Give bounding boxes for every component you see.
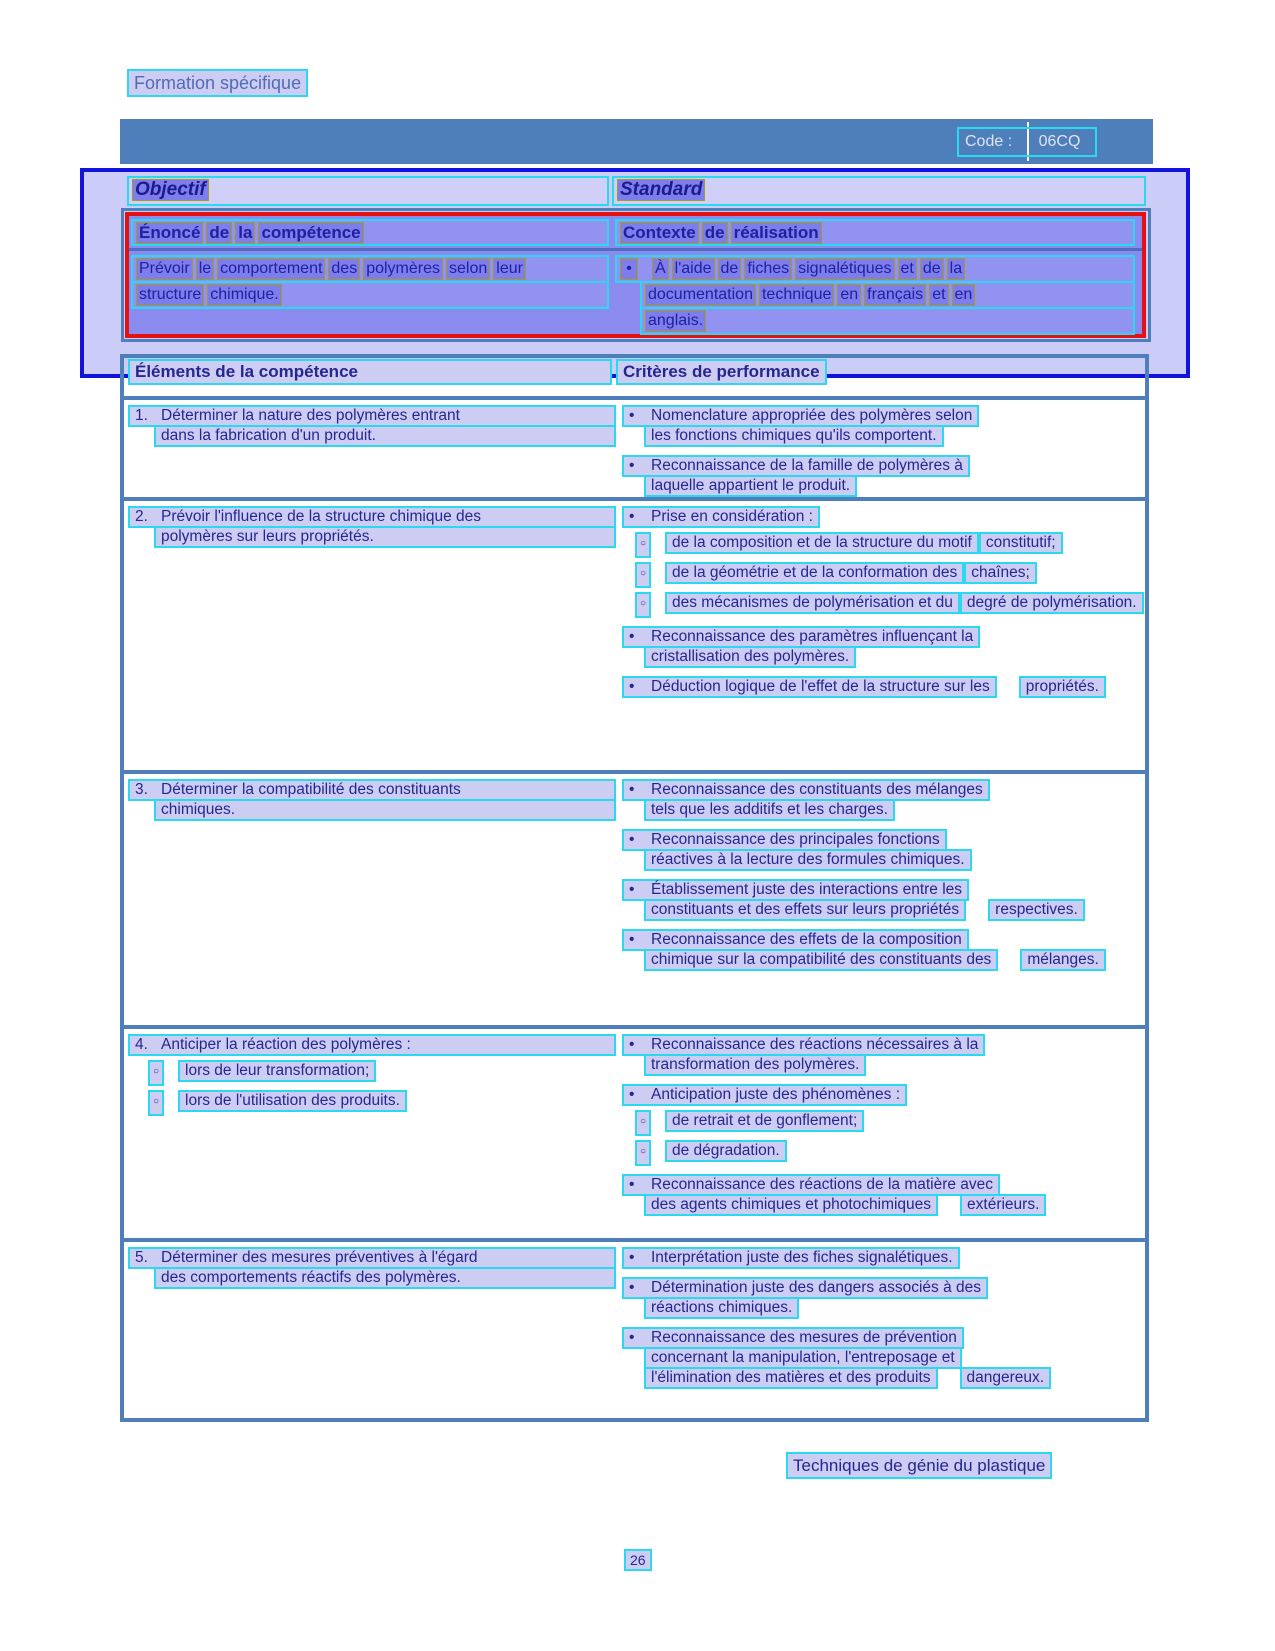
item-number: 4. (135, 1036, 148, 1053)
word-highlight-box: en (952, 284, 976, 306)
sub-item-lines (665, 532, 1063, 554)
item-number: 2. (135, 508, 148, 525)
ocr-line (615, 255, 1135, 283)
ocr-line: 1. Déterminer la nature des polymères entrant (128, 405, 616, 427)
ocr-line: lors de leur transformation; (178, 1060, 376, 1082)
word-highlight-box: Énoncé (136, 222, 203, 244)
table-row (124, 501, 1145, 770)
enonce-annotation-box (125, 212, 1146, 338)
word-highlight-box: anglais. (645, 310, 706, 332)
circle-marker: ○ (148, 1060, 164, 1086)
item-number: 3. (135, 781, 148, 798)
sub-item-lines (665, 592, 1144, 614)
ocr-line: 4. Anticiper la réaction des polymères : (128, 1034, 616, 1056)
ocr-line (640, 281, 1135, 309)
criterion-item (615, 506, 1145, 528)
criterion-sub-item (615, 1140, 1145, 1166)
competence-table (120, 354, 1149, 1422)
word-highlight-box: le (196, 258, 214, 280)
word-highlight-box: et (898, 258, 917, 280)
word-highlight-box: en (837, 284, 861, 306)
element-cell (128, 779, 616, 821)
ocr-line: • Reconnaissance de la famille de polymères à (622, 455, 970, 477)
word-highlight-box: Prévoir (136, 258, 193, 280)
bullet-marker: • (629, 1249, 635, 1266)
enonce-context (615, 255, 1135, 335)
bullet-marker: • (629, 628, 635, 645)
criterion-item (615, 676, 1145, 698)
sub-item-lines (665, 1110, 864, 1132)
ocr-line: 3. Déterminer la compatibilité des constituants (128, 779, 616, 801)
word-highlight-box: la (235, 222, 255, 244)
ocr-line: • Prise en considération : (622, 506, 820, 528)
word-highlight-box: compétence (258, 222, 363, 244)
criterion-item (615, 405, 1145, 447)
ocr-line: 2. Prévoir l'influence de la structure chimique des (128, 506, 616, 528)
criteria-cell (615, 779, 1145, 971)
word-highlight-box: de (702, 222, 728, 244)
ocr-line: dangereux. (960, 1367, 1052, 1389)
bullet-marker: • (629, 1329, 635, 1346)
bullet-marker: • (629, 1279, 635, 1296)
bullet-marker: • (629, 407, 635, 424)
word-highlight-box: signalétiques (795, 258, 894, 280)
circle-marker: ○ (635, 1110, 651, 1136)
ocr-line: • Déduction logique de l'effet de la structure sur les (622, 676, 997, 698)
code-label: Code : (965, 133, 1013, 150)
objectif-heading (127, 176, 609, 206)
word-highlight-box: l'aide (672, 258, 715, 280)
ocr-line: propriétés. (1019, 676, 1106, 698)
ocr-line: cristallisation des polymères. (644, 646, 856, 668)
table-row (124, 1029, 1145, 1238)
criteria-cell (615, 405, 1145, 497)
ocr-line: 5. Déterminer des mesures préventives à l'égard (128, 1247, 616, 1269)
word-highlight-box: réalisation (731, 222, 822, 244)
ocr-line: dans la fabrication d'un produit. (154, 425, 616, 447)
criterion-item (615, 929, 1145, 971)
circle-marker: ○ (635, 592, 651, 618)
word-highlight-box: technique (759, 284, 834, 306)
ocr-line: tels que les additifs et les charges. (644, 799, 895, 821)
ocr-line: • Nomenclature appropriée des polymères selon (622, 405, 979, 427)
criteria-cell (615, 506, 1145, 698)
ocr-line: • Anticipation juste des phénomènes : (622, 1084, 907, 1106)
sub-item-lines (665, 1140, 787, 1162)
ocr-line: transformation des polymères. (644, 1054, 866, 1076)
criterion-sub-item (615, 532, 1145, 558)
standard-heading (612, 176, 1146, 206)
standard-label: Standard (617, 179, 705, 201)
bullet-marker: • (629, 508, 635, 525)
word-highlight-box: de (718, 258, 742, 280)
table-row (124, 1242, 1145, 1418)
bullet-marker: • (620, 258, 638, 280)
criteria-cell (615, 1247, 1145, 1389)
criterion-item (615, 1084, 1145, 1106)
ocr-line (131, 255, 609, 283)
enonce-header-left (131, 219, 609, 246)
ocr-line: respectives. (988, 899, 1085, 921)
ocr-line: • Reconnaissance des constituants des mélanges (622, 779, 990, 801)
column-header-criteres: Critères de performance (616, 359, 827, 385)
word-highlight-box: de (920, 258, 944, 280)
header-bar (120, 119, 1153, 164)
column-header-elements: Éléments de la compétence (128, 359, 612, 385)
ocr-line: • Reconnaissance des réactions nécessaires à la (622, 1034, 985, 1056)
code-box (957, 127, 1097, 157)
element-cell (128, 1034, 616, 1116)
ocr-line: de dégradation. (665, 1140, 787, 1162)
bullet-marker: • (629, 1036, 635, 1053)
ocr-line: chimique sur la compatibilité des constituants des (644, 949, 998, 971)
word-highlight-box: chimique. (207, 284, 281, 306)
ocr-line: • Détermination juste des dangers associés à des (622, 1277, 988, 1299)
sub-item-lines (178, 1090, 407, 1112)
ocr-line: les fonctions chimiques qu'ils comportent. (644, 425, 944, 447)
ocr-line (131, 281, 609, 309)
ocr-line: extérieurs. (960, 1194, 1046, 1216)
criterion-sub-item (615, 1110, 1145, 1136)
criterion-item (615, 1277, 1145, 1319)
ocr-line: chimiques. (154, 799, 616, 821)
element-cell (128, 405, 616, 447)
criterion-item (615, 1247, 1145, 1269)
circle-marker: ○ (635, 532, 651, 558)
ocr-line: constituants et des effets sur leurs propriétés (644, 899, 966, 921)
bullet-marker: • (629, 457, 635, 474)
footer-program-name: Techniques de génie du plastique (786, 1452, 1052, 1479)
word-highlight-box: fiches (744, 258, 792, 280)
footer-page-number: 26 (624, 1549, 652, 1571)
sub-item (128, 1060, 616, 1086)
ocr-line: des agents chimiques et photochimiques (644, 1194, 938, 1216)
criterion-item (615, 1034, 1145, 1076)
bullet-marker: • (629, 881, 635, 898)
word-highlight-box: Contexte (620, 222, 699, 244)
criterion-item (615, 455, 1145, 497)
annotation-overlay-box (80, 168, 1190, 378)
ocr-line: des comportements réactifs des polymères. (154, 1267, 616, 1289)
code-value: 06CQ (1038, 133, 1081, 150)
ocr-line: • Reconnaissance des effets de la composition (622, 929, 969, 951)
criterion-sub-item (615, 592, 1145, 618)
circle-marker: ○ (635, 562, 651, 588)
enonce-header-separator (129, 248, 1142, 251)
running-head: Formation spécifique (127, 69, 308, 97)
ocr-line: concernant la manipulation, l'entreposage et (644, 1347, 962, 1369)
ocr-line: • Reconnaissance des réactions de la matière avec (622, 1174, 1000, 1196)
ocr-line: constitutif; (979, 532, 1063, 554)
circle-marker: ○ (635, 1140, 651, 1166)
sub-item (128, 1090, 616, 1116)
criterion-item (615, 1174, 1145, 1216)
ocr-line: • Interprétation juste des fiches signalétiques. (622, 1247, 960, 1269)
table-row (124, 774, 1145, 1025)
bullet-marker: • (629, 678, 635, 695)
enonce-header-right (615, 219, 1135, 246)
bullet-marker: • (629, 1086, 635, 1103)
criterion-sub-item (615, 562, 1145, 588)
criterion-item (615, 879, 1145, 921)
criteria-cell (615, 1034, 1145, 1216)
word-highlight-box: selon (446, 258, 490, 280)
item-number: 5. (135, 1249, 148, 1266)
bullet-marker: • (629, 1176, 635, 1193)
word-highlight-box: leur (493, 258, 526, 280)
ocr-line: l'élimination des matières et des produits (644, 1367, 938, 1389)
ocr-line: mélanges. (1020, 949, 1106, 971)
enonce-statement (131, 255, 609, 309)
item-number: 1. (135, 407, 148, 424)
bullet-marker: • (629, 831, 635, 848)
criterion-item (615, 1327, 1145, 1389)
sub-item-lines (665, 562, 1037, 584)
criterion-item (615, 626, 1145, 668)
ocr-line: laquelle appartient le produit. (644, 475, 857, 497)
ocr-line: chaînes; (964, 562, 1037, 584)
ocr-line: réactives à la lecture des formules chimiques. (644, 849, 972, 871)
ocr-line: lors de l'utilisation des produits. (178, 1090, 407, 1112)
criterion-item (615, 829, 1145, 871)
ocr-line: • Reconnaissance des mesures de prévention (622, 1327, 964, 1349)
ocr-line: • Établissement juste des interactions entre les (622, 879, 969, 901)
word-highlight-box: français (864, 284, 926, 306)
ocr-line: de la géométrie et de la conformation des (665, 562, 964, 584)
sub-item-lines (178, 1060, 376, 1082)
bullet-marker: • (629, 781, 635, 798)
word-highlight-box: de (206, 222, 232, 244)
objectif-label: Objectif (132, 179, 209, 201)
ocr-line: réactions chimiques. (644, 1297, 799, 1319)
ocr-line: • Reconnaissance des paramètres influençant la (622, 626, 980, 648)
ocr-line: de la composition et de la structure du motif (665, 532, 979, 554)
bullet-marker: • (629, 931, 635, 948)
word-highlight-box: À (652, 258, 669, 280)
ocr-line: des mécanismes de polymérisation et du (665, 592, 960, 614)
word-highlight-box: et (929, 284, 948, 306)
word-highlight-box: structure (136, 284, 204, 306)
table-row (124, 400, 1145, 497)
word-highlight-box: la (947, 258, 965, 280)
ocr-line: de retrait et de gonflement; (665, 1110, 864, 1132)
criterion-item (615, 779, 1145, 821)
element-cell (128, 1247, 616, 1289)
word-highlight-box: comportement (217, 258, 325, 280)
ocr-line: polymères sur leurs propriétés. (154, 526, 616, 548)
word-highlight-box: polymères (363, 258, 443, 280)
ocr-line: degré de polymérisation. (960, 592, 1144, 614)
word-highlight-box: des (328, 258, 360, 280)
word-highlight-box: documentation (645, 284, 756, 306)
ocr-line (640, 307, 1135, 335)
ocr-line: • Reconnaissance des principales fonctions (622, 829, 947, 851)
element-cell (128, 506, 616, 548)
circle-marker: ○ (148, 1090, 164, 1116)
